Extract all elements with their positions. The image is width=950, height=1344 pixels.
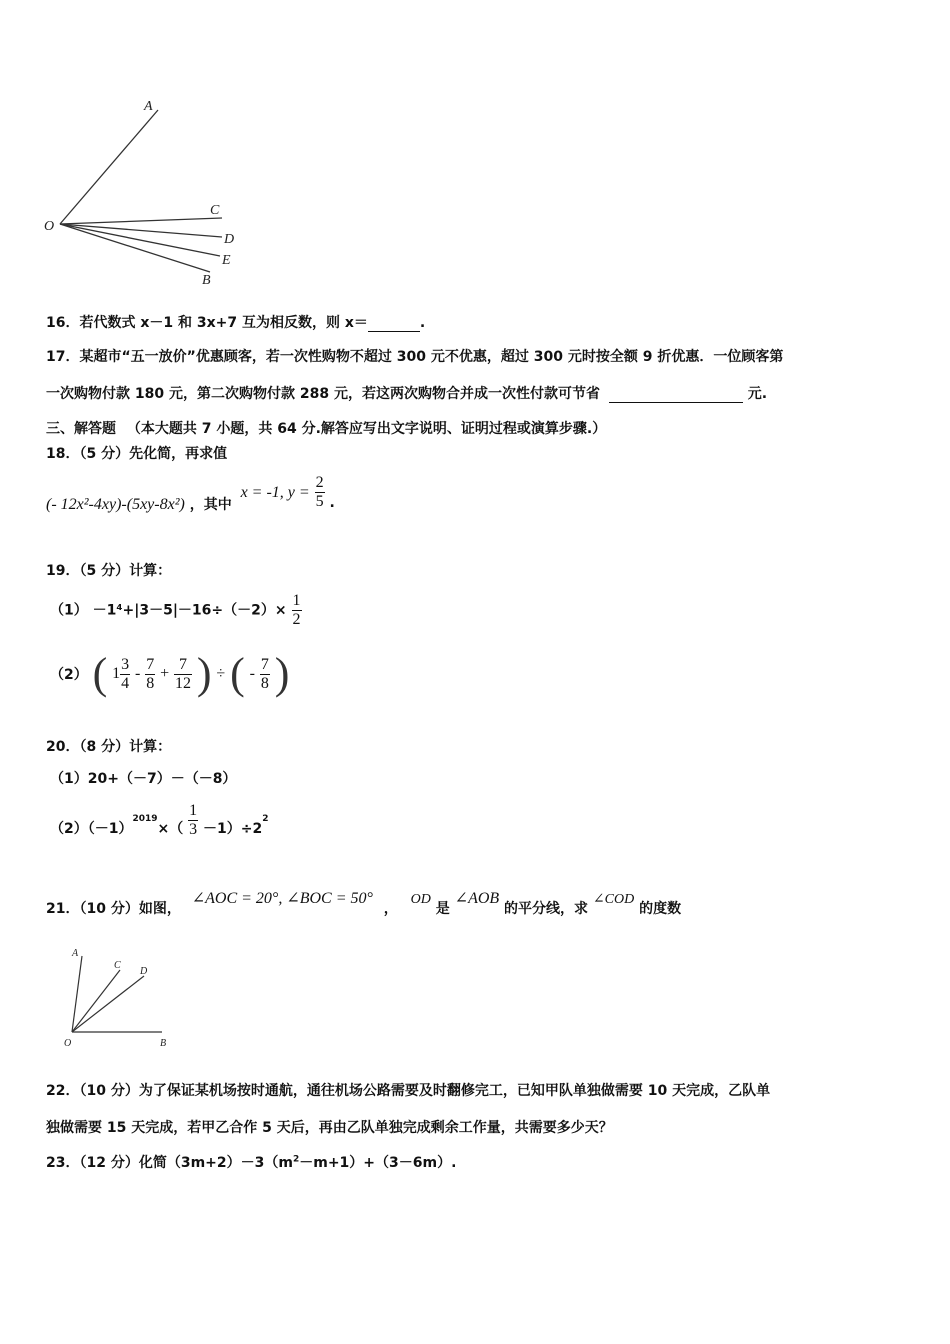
q19-p2-f2-den: 8 <box>146 674 155 692</box>
q19-p1-frac-den: 2 <box>292 611 301 628</box>
q21-number: 21．（10 分）如图， <box>46 901 181 917</box>
q19-p1-fraction <box>292 592 302 629</box>
label-b-2: B <box>160 1038 167 1049</box>
q18-mid: ，其中 <box>189 496 232 513</box>
q17-end: 元. <box>747 386 768 402</box>
ray-oe <box>60 224 220 256</box>
question-22-line1 <box>46 1080 770 1100</box>
q19-p2-minus: - <box>135 665 141 682</box>
q19-p2-neg: - <box>249 665 255 682</box>
label-a: A <box>144 99 153 114</box>
question-18-expression <box>46 474 335 511</box>
section-3-note: （本大题共 7 小题，共 64 分.解答应写出文字说明、证明过程或演算步骤.） <box>126 421 607 437</box>
q20-p2-exp2: 2 <box>262 813 269 824</box>
q16-end: . <box>419 315 426 331</box>
right-paren-1: ) <box>196 649 212 698</box>
q22-line2: 独做需要 15 天完成，若甲乙合作 5 天后，再由乙队单独完成剩余工作量，共需要多少天？ <box>46 1120 613 1136</box>
q18-frac-num: 2 <box>315 474 324 491</box>
q21-comma: ， <box>383 901 398 917</box>
ray-oa <box>60 110 158 224</box>
q16-answer-blank[interactable] <box>368 315 420 332</box>
question-19-part1 <box>50 592 302 629</box>
q19-p2-whole: 1 <box>112 665 121 682</box>
figure-q21-angles <box>56 942 186 1052</box>
q21-is: 是 <box>435 901 450 917</box>
label-c-2: C <box>114 960 121 971</box>
question-18-title <box>46 443 227 463</box>
q20-p2-frac-num: 1 <box>189 802 198 819</box>
q17-line1: 某超市“五一放价”优惠顾客，若一次性购物不超过 300 元不优惠，超过 300 元时按全额 9 折优惠．一位顾客第 <box>79 349 784 365</box>
q19-p2-frac1 <box>120 656 130 693</box>
question-20-part1 <box>50 768 236 788</box>
question-19-title <box>46 560 171 580</box>
label-b: B <box>202 273 211 288</box>
question-17-line2 <box>46 383 767 403</box>
question-23 <box>46 1152 456 1172</box>
q20-p2-frac-den: 3 <box>189 821 198 838</box>
q19-p2-div: ÷ <box>216 665 226 682</box>
question-22-line2 <box>46 1117 613 1137</box>
label-a-2: A <box>72 948 79 959</box>
q20-p2-times: ×（ <box>157 820 184 837</box>
q20-p2-fraction <box>188 802 198 839</box>
q21-bisector: 的平分线，求 <box>504 901 589 917</box>
q19-p1-frac-num: 1 <box>292 592 301 609</box>
q19-p1-expr: －1⁴+|3－5|－16÷（－2）× <box>92 602 287 619</box>
label-d: D <box>224 232 235 247</box>
question-21 <box>46 888 682 917</box>
right-paren-2: ) <box>274 649 290 698</box>
q19-p2-f3-den: 12 <box>175 674 192 692</box>
q19-p2-f4-den: 8 <box>260 674 269 692</box>
question-20-part2 <box>50 802 269 839</box>
q18-expression: (- 12x²-4xy)-(5xy-8x²) <box>46 495 185 513</box>
q20-p2-exp: 2019 <box>132 813 158 824</box>
section-3-title: 三、解答题 <box>46 421 116 437</box>
q17-line2: 一次购物付款 180 元，第二次购物付款 288 元，若这两次购物合并成一次性付款可节省 <box>46 386 600 402</box>
label-c: C <box>210 203 220 218</box>
q16-text: 若代数式 x－1 和 3x+7 互为相反数，则 x＝ <box>79 315 368 331</box>
q20-title: 20．（8 分）计算： <box>46 739 172 755</box>
section-3-heading <box>46 418 606 438</box>
question-20-title <box>46 736 171 756</box>
q17-number: 17． <box>46 349 80 365</box>
q19-p2-frac2 <box>145 656 155 693</box>
ray-od-2 <box>72 976 144 1032</box>
ray-ob <box>60 224 210 272</box>
q20-p2-rest: －1）÷2 <box>203 820 263 837</box>
q17-answer-blank[interactable] <box>609 386 743 403</box>
q18-condition: x = -1, y = <box>240 483 310 501</box>
q19-p2-f2-num: 7 <box>146 655 155 673</box>
q19-p2-f4-num: 7 <box>260 655 269 673</box>
ray-oc <box>60 218 222 224</box>
q19-p2-f3-num: 7 <box>174 656 192 675</box>
question-19-part2 <box>50 649 290 698</box>
label-o-2: O <box>64 1038 72 1049</box>
q18-fraction <box>315 474 325 511</box>
label-e: E <box>222 253 231 268</box>
question-17-line1 <box>46 346 783 366</box>
q22-line1: 22．（10 分）为了保证某机场按时通航，通往机场公路需要及时翻修完工，已知甲队单独做需要 10 天完成，乙队单 <box>46 1083 771 1099</box>
q19-p2-frac3 <box>174 656 192 693</box>
q20-p1: （1）20+（－7）－（－8） <box>50 771 237 787</box>
label-d-2: D <box>140 966 148 977</box>
q19-p2-f1-num: 3 <box>121 655 130 673</box>
q19-p2-plus: + <box>160 665 170 682</box>
q21-end: 的度数 <box>639 901 682 917</box>
q21-aob: ∠AOB <box>454 890 500 907</box>
figure-angle-rays <box>40 90 260 290</box>
q19-p2-label: （2） <box>50 667 88 683</box>
question-16 <box>46 312 425 332</box>
q18-end: . <box>329 494 335 511</box>
q23-pre: 23．（12 分）化简（3m+2）－3（m <box>46 1155 293 1171</box>
ray-od <box>60 224 222 237</box>
q23-exp: 2 <box>292 1154 300 1165</box>
q20-p2-label: （2）（－1） <box>50 820 133 837</box>
q19-p1-label: （1） <box>50 602 88 619</box>
left-paren-2: ( <box>230 649 245 698</box>
label-o: O <box>44 219 55 234</box>
q21-given: ∠AOC = 20°, ∠BOC = 50° <box>191 890 373 907</box>
q21-cod: ∠COD <box>592 892 635 907</box>
q18-frac-den: 5 <box>315 493 324 510</box>
q19-p2-frac4 <box>260 656 270 693</box>
q19-p2-f1-den: 4 <box>121 674 130 692</box>
q18-title: 18．（5 分）先化简，再求值 <box>46 446 228 462</box>
q19-title: 19．（5 分）计算： <box>46 563 172 579</box>
left-paren-1: ( <box>92 649 108 698</box>
q21-od: OD <box>410 892 431 907</box>
q16-number: 16． <box>46 315 80 331</box>
q23-post: －m+1）+（3－6m）. <box>299 1155 457 1171</box>
